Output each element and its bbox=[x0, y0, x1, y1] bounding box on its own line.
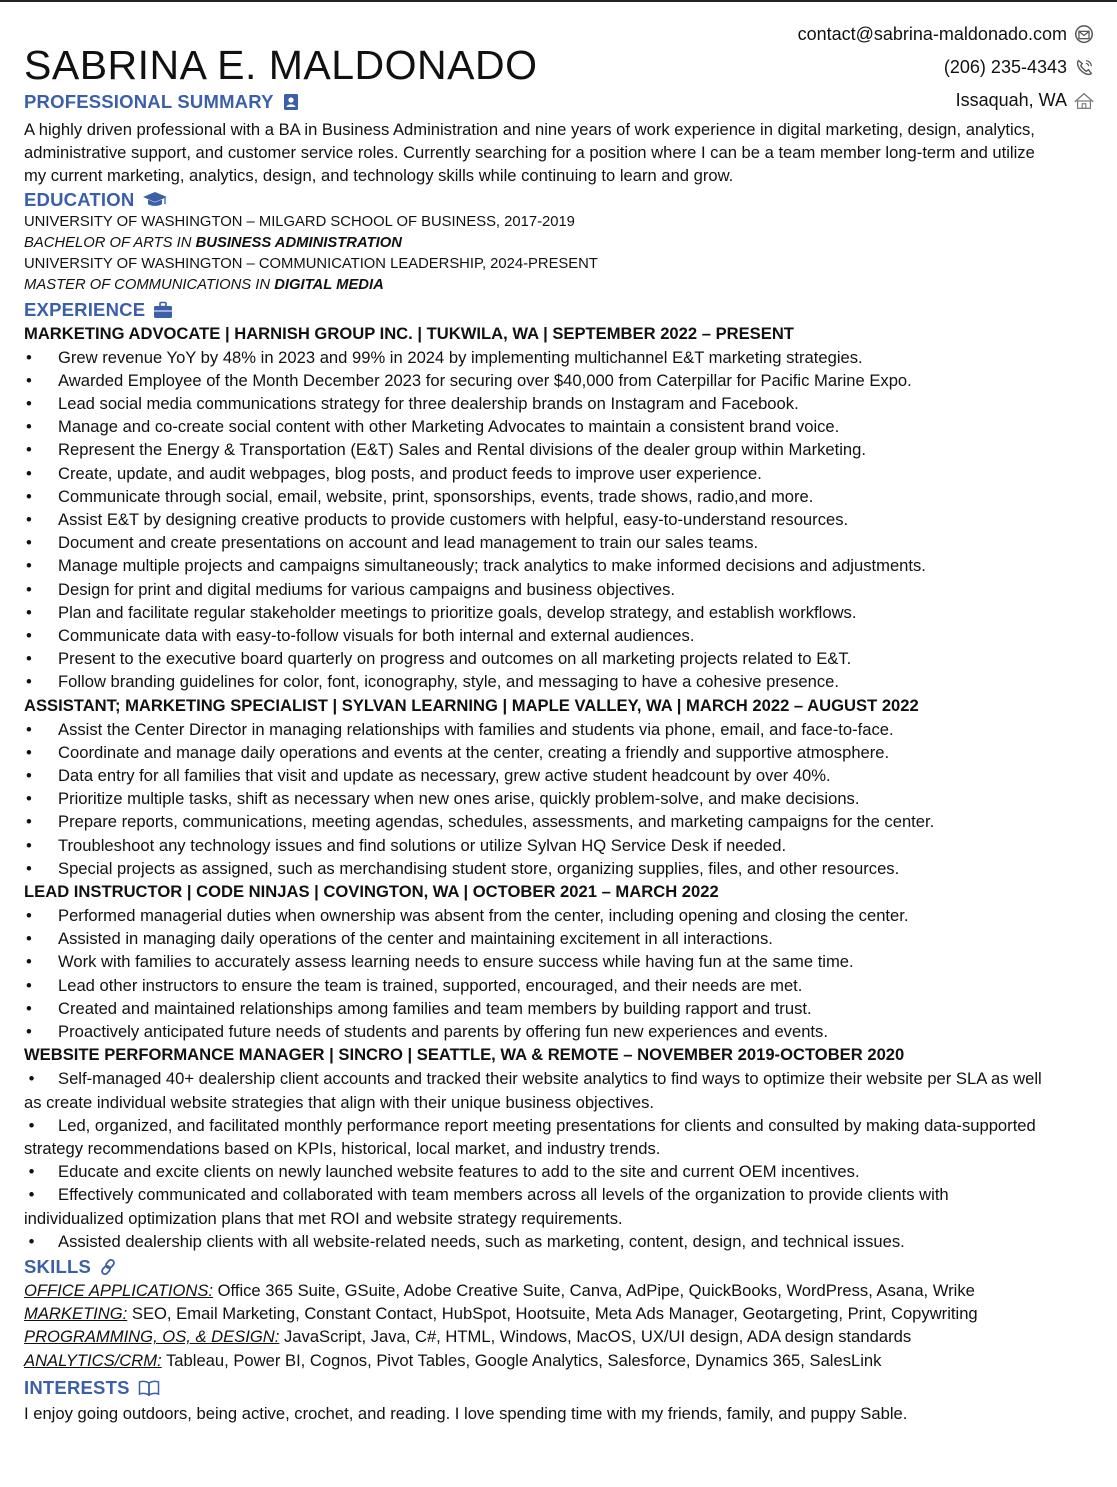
skill-row bbox=[24, 1349, 1044, 1372]
skill-values: SEO, Email Marketing, Constant Contact, HubSpot, Hootsuite, Meta Ads Manager, Geotargeting, Print, Copywriting bbox=[127, 1304, 978, 1324]
candidate-name: SABRINA E. MALDONADO bbox=[24, 42, 538, 88]
briefcase-icon bbox=[153, 301, 173, 319]
bullet-item: • Data entry for all families that visit and update as necessary, grew active student headcount by over 40%. bbox=[24, 764, 1044, 787]
summary-text: A highly driven professional with a BA in Business Administration and nine years of work experience in digital marketing, design, analytics, administrative support, and customer service roles. Currently searching for a position where I can be a team member long-term and utilize my current marketing, analytics, design, and technology skills while continuing to learn and grow. bbox=[24, 120, 1035, 186]
top-border bbox=[0, 0, 1117, 2]
education-list bbox=[24, 212, 1044, 296]
bullet-item: • Performed managerial duties when ownership was absent from the center, including opening and closing the center. bbox=[24, 904, 1044, 927]
bullet-item: • Assist E&T by designing creative products to provide customers with helpful, easy-to-understand resources. bbox=[24, 508, 1044, 531]
bullet-item: • Communicate through social, email, website, print, sponsorships, events, trade shows, radio,and more. bbox=[24, 485, 1044, 508]
bullet-item bbox=[24, 1230, 1044, 1253]
bullet-marker: • bbox=[24, 1231, 35, 1251]
degree-prefix: MASTER OF COMMUNICATIONS IN bbox=[24, 276, 275, 293]
job-title: LEAD INSTRUCTOR | CODE NINJAS | COVINGTON, WA | OCTOBER 2021 – MARCH 2022 bbox=[24, 882, 719, 902]
education-heading-text: EDUCATION bbox=[24, 189, 135, 210]
bullet-item: • Design for print and digital mediums for various campaigns and business objectives. bbox=[24, 578, 1044, 601]
interests-heading-text: INTERESTS bbox=[24, 1377, 130, 1399]
location-text: Issaquah, WA bbox=[955, 90, 1067, 110]
experience-list bbox=[24, 322, 1044, 1253]
bullet-item: • Created and maintained relationships among families and team members by building rapport and trust. bbox=[24, 997, 1044, 1020]
section-heading-education bbox=[24, 188, 1044, 212]
degree-field: DIGITAL MEDIA bbox=[274, 276, 384, 293]
skill-values: JavaScript, Java, C#, HTML, Windows, MacOS, UX/UI design, ADA design standards bbox=[279, 1327, 912, 1347]
bullet-text: Led, organized, and facilitated monthly performance report meeting presentations for clients and consulted by making data-supported strategy recommendations based on KPIs, historical, local market, and industry trends. bbox=[24, 1115, 1036, 1158]
bullet-item: • Lead social media communications strategy for three dealership brands on Instagram and Facebook. bbox=[24, 392, 1044, 415]
education-degree bbox=[24, 275, 1044, 296]
section-heading-summary bbox=[24, 90, 1044, 114]
bullet-text: Effectively communicated and collaborated with team members across all levels of the organization to provide clients with individualized optimization plans that met ROI and website strategy requirements. bbox=[24, 1185, 949, 1228]
bullet-item: • Work with families to accurately assess learning needs to ensure success while having fun at the same time. bbox=[24, 950, 1044, 973]
phone-icon bbox=[1073, 57, 1095, 79]
bullet-item: • Manage multiple projects and campaigns simultaneously; track analytics to make informed decisions and adjustments. bbox=[24, 554, 1044, 577]
education-school: UNIVERSITY OF WASHINGTON – MILGARD SCHOOL OF BUSINESS, 2017-2019 bbox=[24, 213, 575, 230]
skills-list bbox=[24, 1279, 1044, 1372]
email-text[interactable]: contact@sabrina-maldonado.com bbox=[797, 24, 1067, 44]
skill-category-label: ANALYTICS/CRM: bbox=[24, 1350, 162, 1370]
bullet-item: • Assisted in managing daily operations of the center and maintaining excitement in all interactions. bbox=[24, 927, 1044, 950]
bullet-item: • Proactively anticipated future needs of students and parents by offering fun new experiences and events. bbox=[24, 1020, 1044, 1043]
skill-row bbox=[24, 1279, 1044, 1302]
bullet-item: • Assist the Center Director in managing relationships with families and students via phone, email, and face-to-face. bbox=[24, 718, 1044, 741]
job-title: MARKETING ADVOCATE | HARNISH GROUP INC. | TUKWILA, WA | SEPTEMBER 2022 – PRESENT bbox=[24, 323, 794, 343]
bullet-item bbox=[24, 1183, 1044, 1229]
education-degree bbox=[24, 233, 1044, 254]
bullet-item: • Special projects as assigned, such as merchandising student store, organizing supplies, files, and other resources. bbox=[24, 857, 1044, 880]
house-icon bbox=[1073, 90, 1095, 112]
bullet-item: • Troubleshoot any technology issues and find solutions or utilize Sylvan HQ Service Desk if needed. bbox=[24, 834, 1044, 857]
id-card-icon bbox=[282, 93, 300, 111]
skill-values: Tableau, Power BI, Cognos, Pivot Tables, Google Analytics, Salesforce, Dynamics 365, SalesLink bbox=[161, 1350, 882, 1370]
skill-category-label: OFFICE APPLICATIONS: bbox=[24, 1280, 214, 1300]
job-bullets bbox=[24, 718, 1044, 880]
skill-values: Office 365 Suite, GSuite, Adobe Creative Suite, Canva, AdPipe, QuickBooks, WordPress, Asana, Wrike bbox=[213, 1280, 975, 1300]
bullet-item: • Manage and co-create social content with other Marketing Advocates to maintain a consistent brand voice. bbox=[24, 415, 1044, 438]
bullet-item: • Communicate data with easy-to-follow visuals for both internal and external audiences. bbox=[24, 624, 1044, 647]
contact-phone-row bbox=[798, 51, 1095, 84]
resume-body bbox=[24, 90, 1044, 1425]
bullet-item: • Grew revenue YoY by 48% in 2023 and 99% in 2024 by implementing multichannel E&T marketing strategies. bbox=[24, 346, 1044, 369]
education-school: UNIVERSITY OF WASHINGTON – COMMUNICATION LEADERSHIP, 2024-PRESENT bbox=[24, 255, 598, 272]
bullet-item: • Represent the Energy & Transportation (E&T) Sales and Rental divisions of the dealer group within Marketing. bbox=[24, 438, 1044, 461]
bullet-item: • Prioritize multiple tasks, shift as necessary when new ones arise, quickly problem-solve, and make decisions. bbox=[24, 787, 1044, 810]
experience-heading-text: EXPERIENCE bbox=[24, 299, 146, 320]
skill-category-label: MARKETING: bbox=[24, 1304, 128, 1324]
bullet-item bbox=[24, 1114, 1044, 1160]
section-heading-interests bbox=[24, 1376, 1044, 1400]
contact-email-row bbox=[798, 18, 1095, 51]
interests-text: I enjoy going outdoors, being active, crochet, and reading. I love spending time with my friends, family, and puppy Sable. bbox=[24, 1403, 908, 1423]
bullet-item bbox=[24, 1160, 1044, 1183]
bullet-text: Educate and excite clients on newly launched website features to add to the site and current OEM incentives. bbox=[58, 1162, 860, 1182]
job-title: ASSISTANT; MARKETING SPECIALIST | SYLVAN LEARNING | MAPLE VALLEY, WA | MARCH 2022 – AUGUST 2022 bbox=[24, 695, 919, 715]
section-heading-experience bbox=[24, 298, 1044, 322]
skill-category-label: PROGRAMMING, OS, & DESIGN: bbox=[24, 1327, 280, 1347]
degree-field: BUSINESS ADMINISTRATION bbox=[195, 234, 402, 251]
degree-prefix: BACHELOR OF ARTS IN bbox=[24, 234, 196, 251]
link-icon bbox=[99, 1258, 117, 1276]
job-title: WEBSITE PERFORMANCE MANAGER | SINCRO | SEATTLE, WA & REMOTE – NOVEMBER 2019-OCTOBER 2020 bbox=[24, 1045, 905, 1065]
job-bullets bbox=[24, 1067, 1044, 1253]
bullet-item: • Awarded Employee of the Month December 2023 for securing over $40,000 from Caterpillar for Pacific Marine Expo. bbox=[24, 369, 1044, 392]
envelope-icon bbox=[1073, 24, 1095, 46]
skills-heading-text: SKILLS bbox=[24, 1256, 91, 1278]
bullet-item: • Document and create presentations on account and lead management to train our sales teams. bbox=[24, 531, 1044, 554]
bullet-item: • Present to the executive board quarterly on progress and outcomes on all marketing projects related to E&T. bbox=[24, 647, 1044, 670]
bullet-text: Assisted dealership clients with all website-related needs, such as marketing, content, design, and technical issues. bbox=[58, 1231, 905, 1251]
skill-row bbox=[24, 1302, 1044, 1325]
bullet-item: • Prepare reports, communications, meeting agendas, schedules, assessments, and marketing campaigns for the center. bbox=[24, 810, 1044, 833]
bullet-item: • Plan and facilitate regular stakeholder meetings to prioritize goals, develop strategy, and establish workflows. bbox=[24, 601, 1044, 624]
bullet-marker: • bbox=[24, 1115, 35, 1135]
bullet-marker: • bbox=[24, 1185, 35, 1205]
bullet-marker: • bbox=[24, 1162, 35, 1182]
section-heading-skills bbox=[24, 1255, 1044, 1279]
skill-row bbox=[24, 1325, 1044, 1348]
graduation-cap-icon bbox=[142, 191, 168, 209]
phone-text[interactable]: (206) 235-4343 bbox=[943, 57, 1067, 77]
job-bullets bbox=[24, 904, 1044, 1043]
bullet-item: • Lead other instructors to ensure the team is trained, supported, encouraged, and their needs are met. bbox=[24, 974, 1044, 997]
bullet-marker: • bbox=[24, 1069, 35, 1089]
bullet-item bbox=[24, 1067, 1044, 1113]
bullet-item: • Coordinate and manage daily operations and events at the center, creating a friendly and supportive atmosphere. bbox=[24, 741, 1044, 764]
bullet-item: • Create, update, and audit webpages, blog posts, and product feeds to improve user experience. bbox=[24, 462, 1044, 485]
job-bullets bbox=[24, 346, 1044, 694]
bullet-item: • Follow branding guidelines for color, font, iconography, style, and messaging to have a cohesive presence. bbox=[24, 670, 1044, 693]
bullet-text: Self-managed 40+ dealership client accounts and tracked their website analytics to find ways to optimize their website per SLA as well as create individual website strategies that align with their unique business objectives. bbox=[24, 1069, 1042, 1112]
summary-heading-text: PROFESSIONAL SUMMARY bbox=[24, 91, 274, 113]
open-book-icon bbox=[138, 1379, 160, 1397]
